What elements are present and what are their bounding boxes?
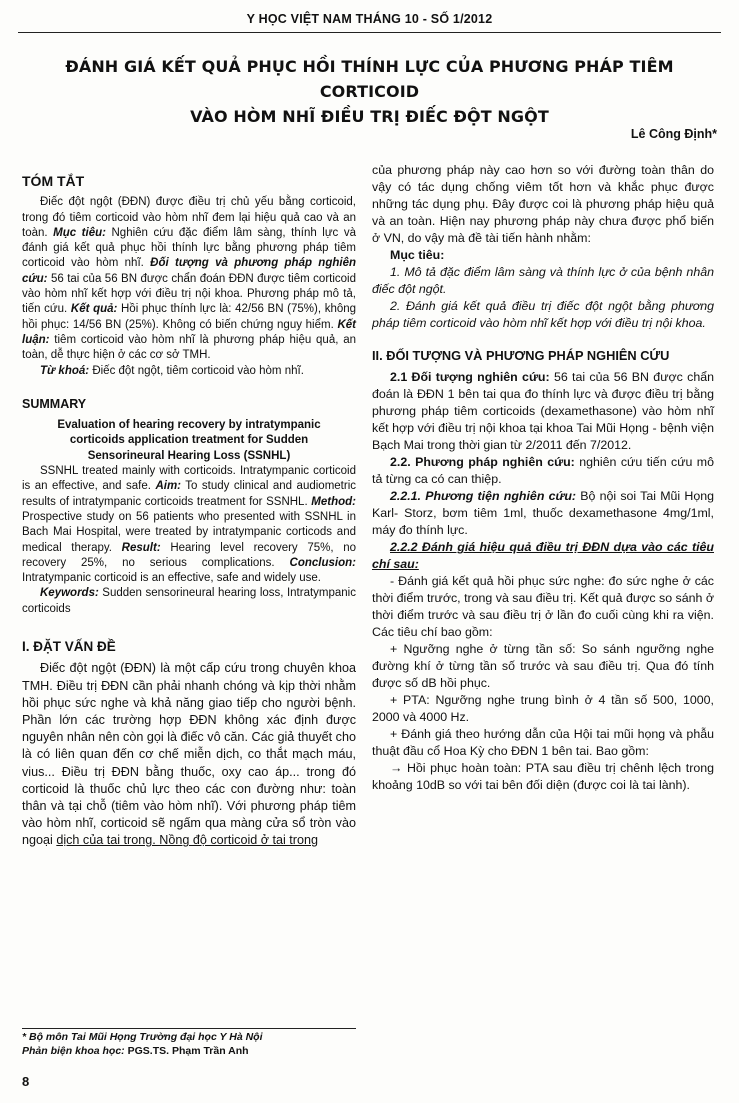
- summary-heading: SUMMARY: [22, 396, 87, 411]
- objectives-label: Mục tiêu:: [390, 248, 445, 262]
- abstract-keywords: Từ khoá: Điếc đột ngột, tiêm corticoid vào hòm nhĩ.: [40, 364, 304, 377]
- criteria-2: + Ngưỡng nghe ở từng tần số: So sánh ngưỡng nghe đường khí ở từng tần số trước và sau điều trị. Qua đó tính được số dB hồi phục.: [372, 642, 714, 691]
- section-2-2: 2.2. Phương pháp nghiên cứu: nghiên cứu tiến cứu mô tả từng ca có can thiệp.: [372, 455, 714, 487]
- section-2-1: 2.1 Đối tượng nghiên cứu: 56 tai của 56 BN được chẩn đoán là ĐĐN 1 bên tai qua đo thính lực và được điều trị bằng phương pháp tiêm corticoids (dexamethasone) vào hòm nhĩ kết hợp với điều trị nội khoa tại khoa Tai Mũi Họng - bệnh viện Bạch Mai trong thời gian từ 2/2011 đến 7/2012.: [372, 370, 714, 453]
- footnote: [22, 1030, 356, 1058]
- right-column: [372, 162, 714, 794]
- section-2-heading: II. ĐỐI TƯỢNG VÀ PHƯƠNG PHÁP NGHIÊN CỨU: [372, 348, 670, 363]
- abstract-heading: TÓM TẮT: [22, 173, 85, 189]
- article-title: [30, 54, 709, 129]
- summary-paragraph: SSNHL treated mainly with corticoids. Intratympanic corticoid is an effective, and safe. Aim: To study clinical and audiometric results of intratympanic corticoids treatment for SSNHL. Method: Prospective study on 56 patients who presented with SSNHL in Bach Mai Hospital, were treated by intratympanic corticods and medical therapy. Result: Hearing level recovery 75%, no recovery 25%, no serious complications. Conclusion: Intratympanic corticoid is an effective, safe and widely use.: [22, 465, 356, 585]
- criteria-3: + PTA: Ngưỡng nghe trung bình ở 4 tần số 500, 1000, 2000 và 4000 Hz.: [372, 693, 714, 725]
- footnote-reviewer: Phản biện khoa học: PGS.TS. Phạm Trần Anh: [22, 1045, 249, 1057]
- objective-1: 1. Mô tả đặc điểm lâm sàng và thính lực ở của bệnh nhân điếc đột ngột.: [372, 265, 714, 296]
- footnote-rule: [22, 1028, 356, 1029]
- footnote-affiliation: * Bộ môn Tai Mũi Họng Trường đại học Y Hà Nội: [22, 1031, 263, 1043]
- title-line-1: ĐÁNH GIÁ KẾT QUẢ PHỤC HỒI THÍNH LỰC CỦA PHƯƠNG PHÁP TIÊM CORTICOID: [65, 57, 674, 101]
- section-1-paragraph: Điếc đột ngột (ĐĐN) là một cấp cứu trong chuyên khoa TMH. Điều trị ĐĐN cần phải nhanh chóng và kịp thời nhằm hồi phục sức nghe và khả năng giao tiếp cho người bệnh. Phần lớn các trường hợp ĐĐN không xác định được nguyên nhân nên còn gọi là điếc vô căn. Các giả thuyết cho là có liên quan đến cơ chế miễn dịch, co thắt mạch máu, vius... Điều trị ĐĐN bằng thuốc, oxy cao áp... trong đó corticoid là thuốc chủ lực theo các con đường như: toàn thân và tại chỗ (tiêm vào hòm nhĩ). Với phương pháp tiêm vào hòm nhĩ, corticoid sẽ ngấm qua màng cửa sổ tròn vào ngoại dịch của tai trong. Nồng độ corticoid ở tai trong: [22, 661, 356, 848]
- header-rule: [18, 32, 721, 33]
- summary-title: Evaluation of hearing recovery by intratympanic corticoids application treatment for Sudden Sensorineural Hearing Loss (SSNHL): [57, 419, 321, 462]
- criteria-5: → Hồi phục hoàn toàn: PTA sau điều trị chênh lệch trong khoảng 10dB so với tai bên đối diện (được coi là tai lành).: [372, 761, 714, 793]
- abstract-paragraph: Điếc đột ngột (ĐĐN) được điều trị chủ yếu bằng corticoid, trong đó tiêm corticoid vào hòm nhĩ đem lại hiệu quả cao và an toàn. Mục tiêu: Nghiên cứu đặc điểm lâm sàng, thính lực và đánh giá kết quả phục hồi thính lực bằng phương pháp tiêm corticoid vào hòm nhĩ. Đối tượng và phương pháp nghiên cứu: 56 tai của 56 BN được chẩn đoán ĐĐN được tiêm corticoid vào hòm nhĩ kết hợp với điều trị nội khoa. Phương pháp mô tả, tiến cứu. Kết quả: Hồi phục thính lực là: 42/56 BN (75%), không hồi phục: 14/56 BN (25%). Không có biến chứng nguy hiểm. Kết luận: tiêm corticoid vào hòm nhĩ là phương pháp hiệu quả, an toàn, dễ thực hiện ở các cơ sở TMH.: [22, 196, 357, 362]
- page-number: 8: [22, 1074, 30, 1089]
- left-column: [22, 160, 356, 850]
- criteria-4: + Đánh giá theo hướng dẫn của Hội tai mũi họng và phẫu thuật đầu cổ Hoa Kỳ cho ĐĐN 1 bên tai. Bao gồm:: [372, 727, 714, 759]
- title-line-2: VÀO HÒM NHĨ ĐIỀU TRỊ ĐIẾC ĐỘT NGỘT: [190, 107, 549, 126]
- running-head: Y HỌC VIỆT NAM THÁNG 10 - SỐ 1/2012: [246, 12, 493, 26]
- section-2-2-2: 2.2.2 Đánh giá hiệu quả điều trị ĐĐN dựa vào các tiêu chí sau:: [372, 540, 714, 572]
- criteria-1: - Đánh giá kết quả hồi phục sức nghe: đo sức nghe ở các thời điểm trước, trong và sau điều trị. Kết quả được so sánh ở thời điểm trước và sau điều trị ở lần đo cuối cùng khi ra viện. Các tiêu chí bao gồm:: [372, 574, 714, 640]
- section-1-continued: của phương pháp này cao hơn so với đường toàn thân do vậy có tác dụng chống viêm tốt hơn và khắc phục được những tác dụng phụ. Đây được coi là phương pháp hiệu quả và an toàn. Hiện nay phương pháp này chưa được phổ biến ở VN, do vậy mà đề tài tiến hành nhằm:: [372, 163, 714, 245]
- author: Lê Công Định*: [630, 127, 717, 141]
- section-2-2-1: 2.2.1. Phương tiện nghiên cứu: Bộ nội soi Tai Mũi Họng Karl- Storz, bơm tiêm 1ml, thuốc dexamethasone 4mg/1ml, máy đo thính lực.: [372, 489, 714, 538]
- objective-2: 2. Đánh giá kết quả điều trị điếc đột ngột bằng phương pháp tiêm corticoid vào hòm nhĩ kết hợp với điều trị nội khoa.: [372, 299, 714, 330]
- section-1-heading: I. ĐẶT VẤN ĐỀ: [22, 639, 116, 655]
- summary-keywords: Keywords: Sudden sensorineural hearing loss, Intratympanic corticoids: [22, 587, 356, 615]
